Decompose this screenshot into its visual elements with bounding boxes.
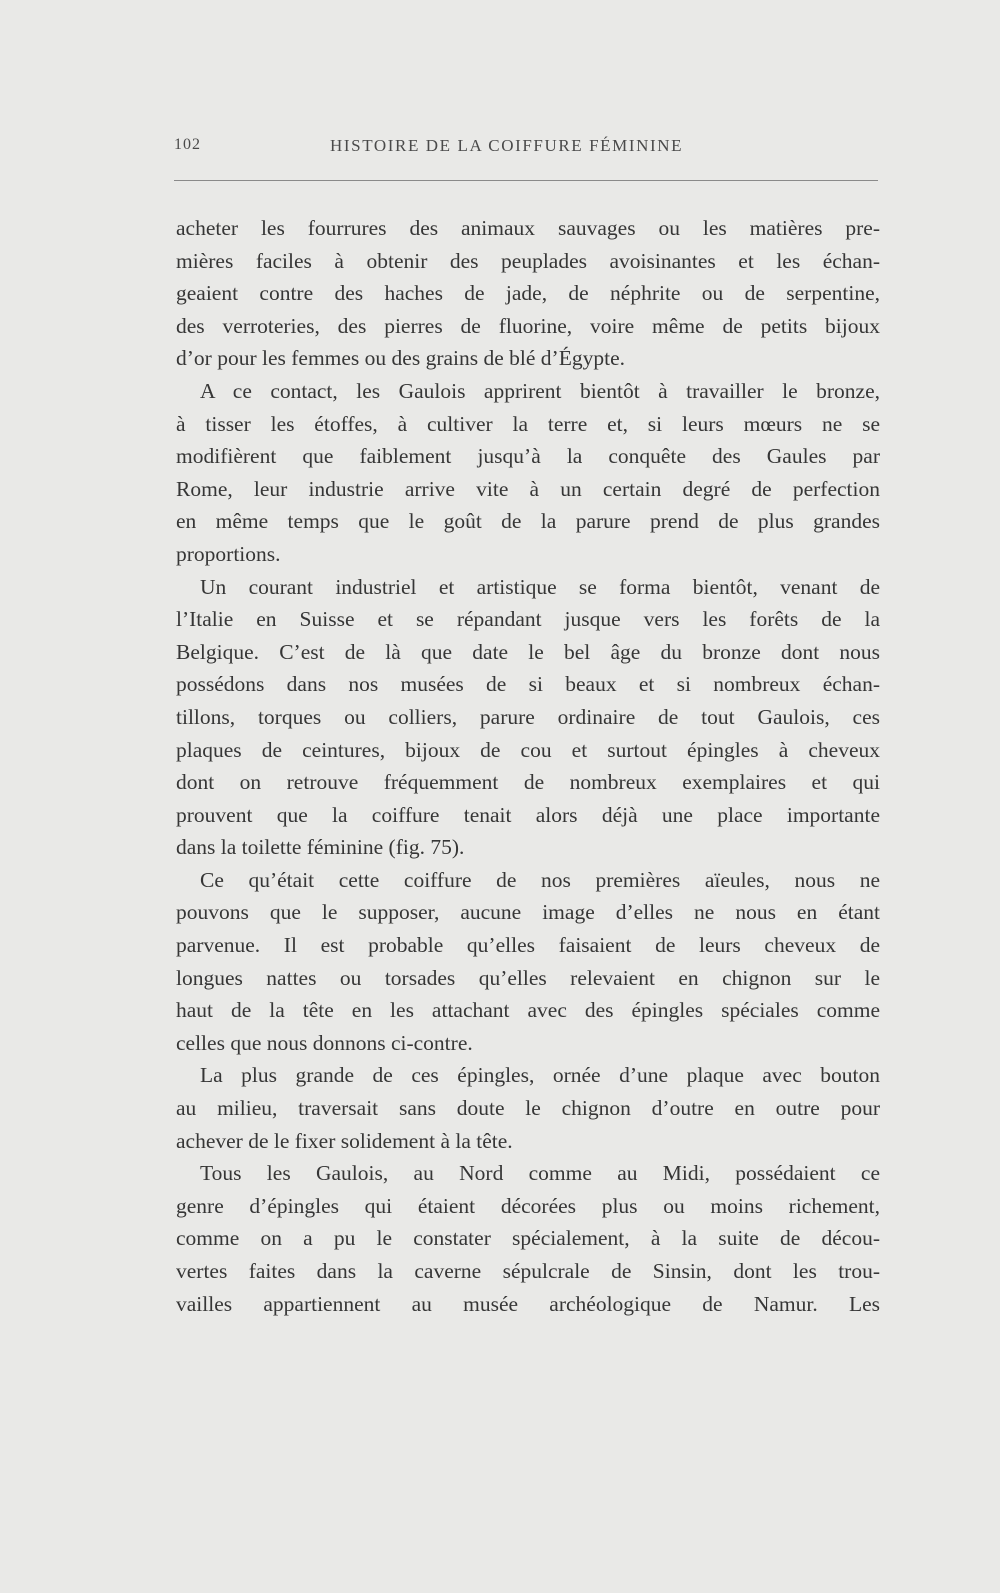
text-line: plaques de ceintures, bijoux de cou et surtout épingles à cheveux [176,737,880,762]
text-line: proportions. [176,541,281,566]
text-line: A ce contact, les Gaulois apprirent bientôt à travailler le bronze, [200,378,880,403]
text-line: La plus grande de ces épingles, ornée d’une plaque avec bouton [200,1063,880,1088]
page-header [174,136,878,162]
paragraph [176,375,880,571]
text-line: longues nattes ou torsades qu’elles relevaient en chignon sur le [176,965,880,990]
text-line: pouvons que le supposer, aucune image d’elles ne nous en étant [176,900,880,925]
running-title: HISTOIRE DE LA COIFFURE FÉMININE [330,136,684,155]
text-line: des verroteries, des pierres de fluorine, voire même de petits bijoux [176,313,880,338]
text-line: en même temps que le goût de la parure prend de plus grandes [176,509,880,534]
text-line: dans la toilette féminine (fig. 75). [176,835,465,860]
text-line: haut de la tête en les attachant avec des épingles spéciales comme [176,998,880,1023]
text-line: l’Italie en Suisse et se répandant jusque vers les forêts de la [176,607,880,632]
paragraph [176,1157,880,1320]
text-line: Un courant industriel et artistique se forma bientôt, venant de [200,574,880,599]
text-line: achever de le fixer solidement à la tête. [176,1128,513,1153]
text-line: Belgique. C’est de là que date le bel âge du bronze dont nous [176,639,880,664]
text-line: genre d’épingles qui étaient décorées plus ou moins richement, [176,1193,880,1218]
body-text [176,212,880,1320]
text-line: tillons, torques ou colliers, parure ordinaire de tout Gaulois, ces [176,704,880,729]
text-line: acheter les fourrures des animaux sauvages ou les matières pre- [176,216,880,240]
text-line: parvenue. Il est probable qu’elles faisaient de leurs cheveux de [176,933,880,958]
text-line: possédons dans nos musées de si beaux et si nombreux échan- [176,672,880,697]
text-line: Rome, leur industrie arrive vite à un certain degré de perfection [176,476,880,501]
text-line: mières faciles à obtenir des peuplades avoisinantes et les échan- [176,248,880,273]
text-line: modifièrent que faiblement jusqu’à la conquête des Gaules par [176,444,880,469]
text-line: d’or pour les femmes ou des grains de blé d’Égypte. [176,346,625,371]
paragraph [176,212,880,375]
header-rule [174,180,878,181]
text-line: comme on a pu le constater spécialement, à la suite de décou- [176,1226,880,1251]
text-line: à tisser les étoffes, à cultiver la terre et, si leurs mœurs ne se [176,411,880,436]
text-line: geaient contre des haches de jade, de néphrite ou de serpentine, [176,281,880,306]
text-line: celles que nous donnons ci-contre. [176,1030,473,1055]
text-line: vertes faites dans la caverne sépulcrale de Sinsin, dont les trou- [176,1259,880,1283]
text-line: vailles appartiennent au musée archéologique de Namur. Les [176,1291,880,1316]
page-number: 102 [174,136,201,153]
text-line: au milieu, traversait sans doute le chignon d’outre en outre pour [176,1096,880,1121]
paragraph [176,864,880,1060]
paragraph [176,571,880,864]
paragraph [176,1059,880,1157]
text-line: Ce qu’était cette coiffure de nos premières aïeules, nous ne [200,867,880,892]
text-line: dont on retrouve fréquemment de nombreux exemplaires et qui [176,770,880,795]
text-line: Tous les Gaulois, au Nord comme au Midi, possédaient ce [200,1161,880,1186]
text-line: prouvent que la coiffure tenait alors déjà une place importante [176,802,880,827]
